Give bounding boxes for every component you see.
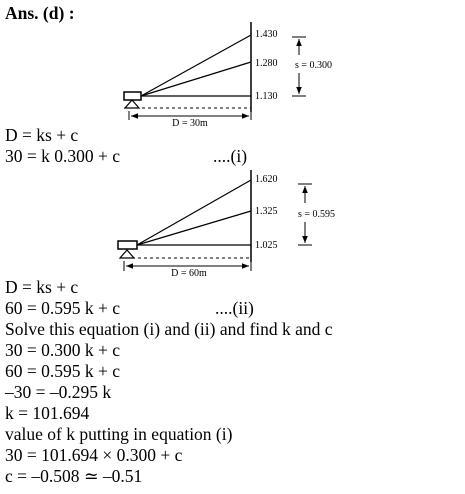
instrument-tripod — [120, 250, 134, 258]
solution-line: 60 = 0.595 k + c — [5, 361, 121, 381]
instrument-telescope — [124, 92, 141, 100]
s-label: s = 0.300 — [295, 60, 333, 71]
staff-reading-bottom: 1.025 — [255, 240, 278, 251]
instrument-telescope — [118, 241, 137, 249]
solution-line: value of k putting in equation (i) — [5, 424, 233, 444]
sight-line-middle — [137, 211, 251, 245]
distance-label: D = 60m — [171, 268, 207, 279]
solution-line: c = –0.508 ≃ –0.51 — [5, 466, 143, 486]
sight-line-top — [137, 180, 251, 245]
equation-tag-i: ....(i) — [213, 146, 248, 166]
equation-ii: 60 = 0.595 k + c — [5, 298, 121, 318]
staff-reading-top: 1.430 — [255, 29, 278, 40]
staff-reading-middle: 1.280 — [255, 58, 278, 69]
equation-general-2: D = ks + c — [5, 277, 79, 297]
answer-label: Ans. (d) : — [5, 3, 75, 23]
distance-label: D = 30m — [172, 118, 208, 129]
solution-line: 30 = 0.300 k + c — [5, 340, 121, 360]
diagram-2 — [118, 170, 335, 279]
solution-line: –30 = –0.295 k — [5, 382, 112, 402]
solve-instruction: Solve this equation (i) and (ii) and find k and c — [5, 319, 333, 339]
sight-line-top — [141, 35, 251, 96]
instrument-tripod — [125, 100, 139, 108]
solution-line: 30 = 101.694 × 0.300 + c — [5, 445, 183, 465]
staff-reading-bottom: 1.130 — [255, 91, 278, 102]
equation-general: D = ks + c — [5, 125, 79, 145]
staff-reading-top: 1.620 — [255, 174, 278, 185]
staff-reading-middle: 1.325 — [255, 206, 278, 217]
solution-line: k = 101.694 — [5, 403, 90, 423]
diagram-1 — [124, 22, 332, 129]
equation-tag-ii: ....(ii) — [215, 298, 254, 318]
s-label: s = 0.595 — [298, 209, 336, 220]
sight-line-middle — [141, 62, 251, 96]
equation-i: 30 = k 0.300 + c — [5, 146, 121, 166]
